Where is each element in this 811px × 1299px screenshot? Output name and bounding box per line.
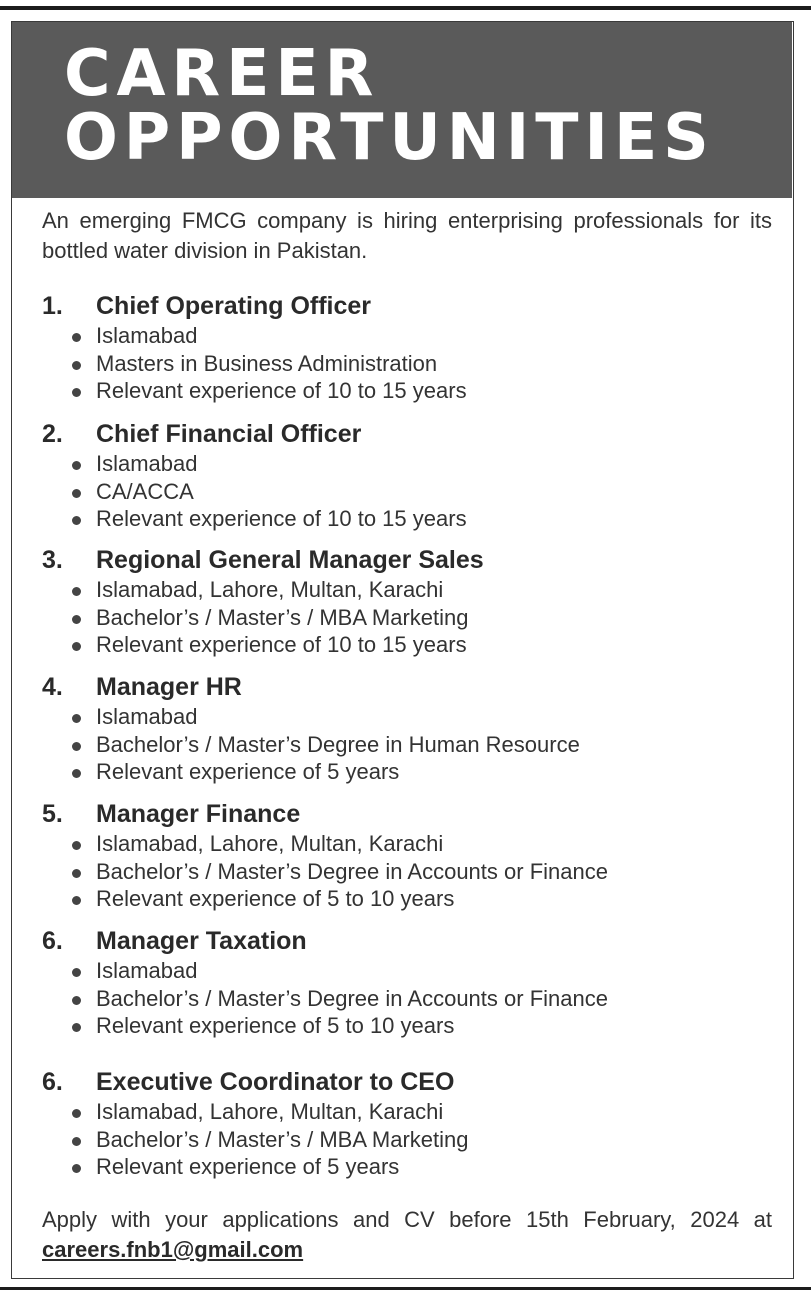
intro-text: An emerging FMCG company is hiring enterprising professionals for its bottled water division in Pakistan.	[42, 208, 772, 263]
requirement-item	[68, 350, 467, 378]
job-requirements	[42, 830, 608, 913]
requirement-item	[68, 1126, 469, 1154]
requirement-text: Relevant experience of 5 to 10 years	[96, 1013, 455, 1038]
job-item	[42, 418, 467, 533]
requirement-text: Bachelor’s / Master’s Degree in Human Resource	[96, 731, 580, 757]
job-item	[42, 290, 467, 405]
bullet-icon	[72, 869, 81, 878]
bullet-icon	[72, 333, 81, 342]
requirement-text: Bachelor’s / Master’s Degree in Accounts or Finance	[96, 985, 608, 1011]
job-item	[42, 1066, 469, 1181]
job-title-text: Regional General Manager Sales	[96, 546, 484, 574]
bullet-icon	[72, 642, 81, 651]
job-number: 4.	[42, 673, 63, 701]
bullet-icon	[72, 841, 81, 850]
bullet-icon	[72, 714, 81, 723]
requirement-text: Islamabad, Lahore, Multan, Karachi	[96, 1099, 444, 1124]
job-title-text: Chief Financial Officer	[96, 420, 362, 448]
requirement-text: Bachelor’s / Master’s / MBA Marketing	[96, 1126, 469, 1152]
job-title-text: Manager Taxation	[96, 927, 307, 955]
requirement-item	[68, 631, 484, 659]
bullet-icon	[72, 968, 81, 977]
job-number: 6.	[42, 1068, 63, 1096]
requirement-item	[68, 858, 608, 886]
requirement-text: Masters in Business Administration	[96, 350, 438, 376]
title-line-1: CAREER	[64, 37, 380, 111]
job-item	[42, 798, 608, 913]
top-rule	[0, 6, 811, 10]
requirement-item	[68, 830, 608, 858]
requirement-text: Islamabad, Lahore, Multan, Karachi	[96, 577, 444, 602]
job-requirements	[42, 703, 580, 786]
bullet-icon	[72, 361, 81, 370]
job-title	[42, 798, 608, 830]
job-requirements	[42, 957, 608, 1040]
requirement-text: Relevant experience of 10 to 15 years	[96, 378, 467, 403]
job-item	[42, 671, 580, 786]
bullet-icon	[72, 516, 81, 525]
requirement-item	[68, 478, 467, 506]
header-banner	[12, 22, 792, 198]
requirement-text: Relevant experience of 10 to 15 years	[96, 506, 467, 531]
job-title	[42, 671, 580, 703]
page-title	[64, 37, 715, 175]
bullet-icon	[72, 461, 81, 470]
bullet-icon	[72, 587, 81, 596]
requirement-item	[68, 985, 608, 1013]
job-requirements	[42, 322, 467, 405]
bullet-icon	[72, 615, 81, 624]
job-title-text: Manager HR	[96, 673, 242, 701]
bullet-icon	[72, 388, 81, 397]
job-item	[42, 544, 484, 659]
job-number: 2.	[42, 420, 63, 448]
requirement-item	[68, 1153, 469, 1181]
job-number: 3.	[42, 546, 63, 574]
bullet-icon	[72, 1109, 81, 1118]
requirement-text: Relevant experience of 5 years	[96, 1154, 400, 1179]
job-number: 6.	[42, 927, 63, 955]
bullet-icon	[72, 896, 81, 905]
requirement-text: Bachelor’s / Master’s / MBA Marketing	[96, 604, 469, 630]
requirement-text: Relevant experience of 5 to 10 years	[96, 886, 455, 911]
requirement-item	[68, 322, 467, 350]
job-title	[42, 1066, 469, 1098]
bullet-icon	[72, 996, 81, 1005]
requirement-text: Relevant experience of 5 years	[96, 759, 400, 784]
job-title-text: Executive Coordinator to CEO	[96, 1068, 455, 1096]
job-item	[42, 925, 608, 1040]
requirement-item	[68, 604, 484, 632]
requirement-item	[68, 957, 608, 985]
bottom-rule	[0, 1287, 811, 1290]
requirement-item	[68, 1012, 608, 1040]
job-title	[42, 418, 467, 450]
requirement-item	[68, 377, 467, 405]
job-title	[42, 925, 608, 957]
requirement-text: Islamabad	[96, 451, 198, 476]
job-number: 1.	[42, 292, 63, 320]
bullet-icon	[72, 742, 81, 751]
requirement-item	[68, 731, 580, 759]
requirement-text: Islamabad	[96, 704, 198, 729]
title-line-2: OPPORTUNITIES	[64, 101, 715, 175]
requirement-item	[68, 703, 580, 731]
apply-note	[42, 1205, 772, 1265]
requirement-item	[68, 885, 608, 913]
requirement-item	[68, 450, 467, 478]
job-requirements	[42, 576, 484, 659]
bullet-icon	[72, 489, 81, 498]
requirement-text: Bachelor’s / Master’s Degree in Accounts or Finance	[96, 858, 608, 884]
requirement-item	[68, 1098, 469, 1126]
apply-text: Apply with your applications and CV before 15th February, 2024 at	[42, 1207, 772, 1232]
requirement-text: Relevant experience of 10 to 15 years	[96, 632, 467, 657]
requirement-text: Islamabad, Lahore, Multan, Karachi	[96, 831, 444, 856]
job-title-text: Chief Operating Officer	[96, 292, 372, 320]
job-number: 5.	[42, 800, 63, 828]
job-requirements	[42, 1098, 469, 1181]
bullet-icon	[72, 1164, 81, 1173]
requirement-text: CA/ACCA	[96, 478, 194, 504]
job-title	[42, 544, 484, 576]
job-title-text: Manager Finance	[96, 800, 301, 828]
job-requirements	[42, 450, 467, 533]
bullet-icon	[72, 769, 81, 778]
requirement-text: Islamabad	[96, 958, 198, 983]
requirement-item	[68, 576, 484, 604]
requirement-item	[68, 758, 580, 786]
bullet-icon	[72, 1023, 81, 1032]
email-link[interactable]: careers.fnb1@gmail.com	[42, 1237, 304, 1262]
bullet-icon	[72, 1137, 81, 1146]
job-title	[42, 290, 467, 322]
ad-frame	[11, 21, 794, 1279]
requirement-text: Islamabad	[96, 323, 198, 348]
requirement-item	[68, 505, 467, 533]
